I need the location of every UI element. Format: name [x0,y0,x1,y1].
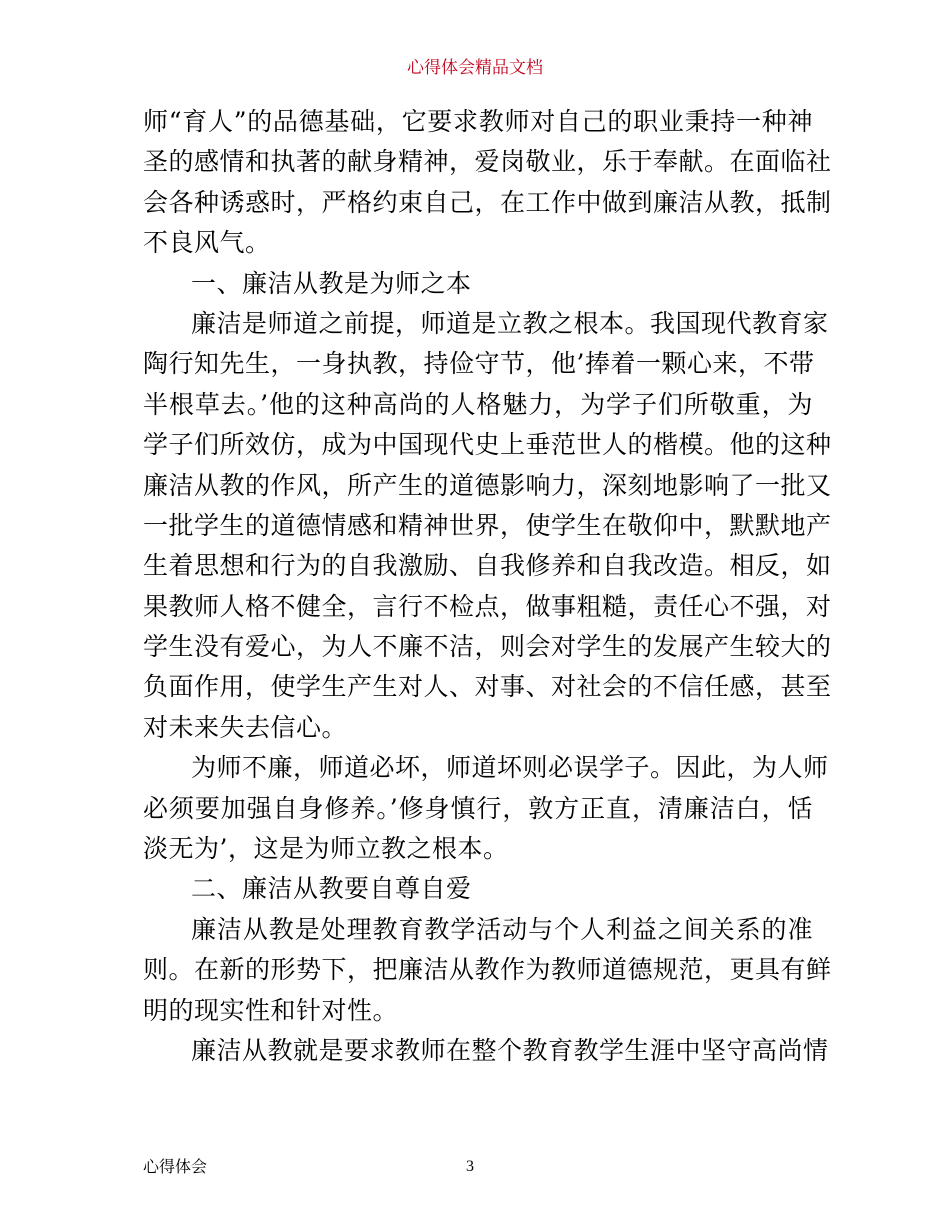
body-line: 学生没有爱心，为人不廉不洁，则会对学生的发展产生较大的 [143,632,832,662]
section-heading-1: 一、廉洁从教是为师之本 [191,268,472,298]
body-line: 则。在新的形势下，把廉洁从教作为教师道德规范，更具有鲜 [143,955,832,985]
footer-label: 心得体会 [143,1157,208,1176]
body-line: 明的现实性和针对性。 [143,995,399,1025]
body-line: 一批学生的道德情感和精神世界，使学生在敬仰中，默默地产 [143,510,832,540]
body-line: 廉洁从教是处理教育教学活动与个人利益之间关系的准 [191,914,813,944]
document-header-title: 心得体会精品文档 [407,58,543,78]
body-line: 廉洁从教的作风，所产生的道德影响力，深刻地影响了一批又 [143,470,832,500]
body-line: 为师不廉，师道必坏，师道坏则必误学子。因此，为人师 [191,753,829,783]
body-line: 半根草去。’他的这种高尚的人格魅力，为学子们所敬重，为 [143,389,813,419]
page-number: 3 [466,1158,474,1175]
body-line: 师“育人”的品德基础，它要求教师对自己的职业秉持一种神 [143,107,813,136]
body-line: 学子们所效仿，成为中国现代史上垂范世人的楷模。他的这种 [143,430,832,460]
body-line: 圣的感情和执著的献身精神，爱岗敬业，乐于奉献。在面临社 [143,147,832,177]
body-line: 负面作用，使学生产生对人、对事、对社会的不信任感，甚至 [143,672,832,702]
body-line: 生着思想和行为的自我激励、自我修养和自我改造。相反，如 [143,551,832,581]
body-line: 会各种诱惑时，严格约束自己，在工作中做到廉洁从教，抵制 [143,187,832,217]
body-line: 对未来失去信心。 [143,712,348,742]
section-heading-2: 二、廉洁从教要自尊自爱 [191,874,472,904]
body-line: 陶行知先生，一身执教，持俭守节，他’捧着一颗心来，不带 [143,349,815,379]
body-line: 不良风气。 [143,228,271,258]
body-line: 必须要加强自身修养。’修身慎行，敦方正直，清廉洁白，恬 [143,793,813,823]
body-line: 廉洁从教就是要求教师在整个教育教学生涯中坚守高尚情 [191,1035,829,1065]
document-body [143,102,832,1071]
body-line: 淡无为’，这是为师立教之根本。 [143,834,509,864]
body-line: 果教师人格不健全，言行不检点，做事粗糙，责任心不强，对 [143,591,832,621]
body-line: 廉洁是师道之前提，师道是立教之根本。我国现代教育家 [191,308,829,338]
